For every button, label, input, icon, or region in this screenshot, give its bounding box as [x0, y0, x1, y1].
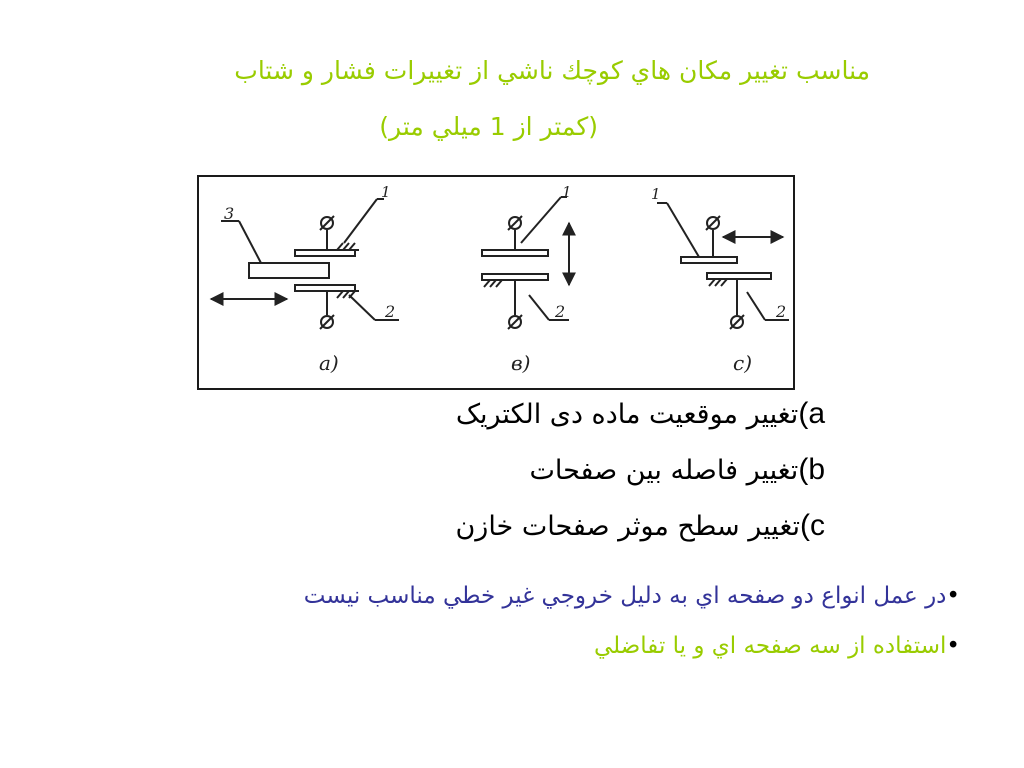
list-item-b — [200, 453, 825, 487]
label-1-b: 1 — [562, 183, 572, 201]
list-text-a: تغییر موقعیت ماده دی الکتریک — [455, 399, 799, 430]
bullet-text-1: در عمل انواع دو صفحه اي به دليل خروجي غير خطي مناسب نيست — [303, 583, 947, 609]
list-marker-c: c) — [800, 509, 825, 542]
slide-title-line2: (كمتر از 1 ميلي متر) — [379, 112, 598, 141]
label-diagram-a: a) — [319, 351, 339, 375]
dielectric-slab — [249, 263, 329, 278]
label-1-a: 1 — [381, 183, 391, 201]
list-item-c — [200, 509, 825, 543]
diagram-a — [211, 199, 399, 329]
list-marker-b: b) — [798, 453, 825, 486]
plate-c-top — [681, 257, 737, 263]
label-diagram-b: в) — [511, 351, 531, 375]
bullet-item-2 — [140, 633, 960, 659]
bullet-symbol-1: • — [946, 583, 960, 609]
label-2-c: 2 — [776, 302, 787, 321]
label-2-a: 2 — [385, 302, 396, 321]
list-text-c: تغییر سطح موثر صفحات خازن — [455, 511, 800, 542]
list-marker-a: a) — [798, 397, 825, 430]
plate-b-top — [482, 250, 548, 256]
label-3-a: 3 — [224, 204, 235, 223]
list-item-a — [200, 397, 825, 431]
capacitor-diagram — [197, 175, 795, 390]
capacitor-diagram-svg — [199, 177, 793, 388]
diagram-c — [657, 203, 789, 329]
label-1-c: 1 — [651, 185, 661, 203]
label-2-b: 2 — [555, 302, 566, 321]
slide-title-line1: مناسب تغيير مكان هاي كوچك ناشي از تغييرات فشار و شتاب — [234, 56, 870, 85]
bullet-item-1 — [140, 583, 960, 609]
bullet-text-2: استفاده از سه صفحه اي و يا تفاضلي — [593, 633, 947, 659]
bullet-symbol-2: • — [946, 633, 960, 659]
label-diagram-c: c) — [733, 351, 753, 375]
list-text-b: تغییر فاصله بین صفحات — [529, 455, 799, 486]
